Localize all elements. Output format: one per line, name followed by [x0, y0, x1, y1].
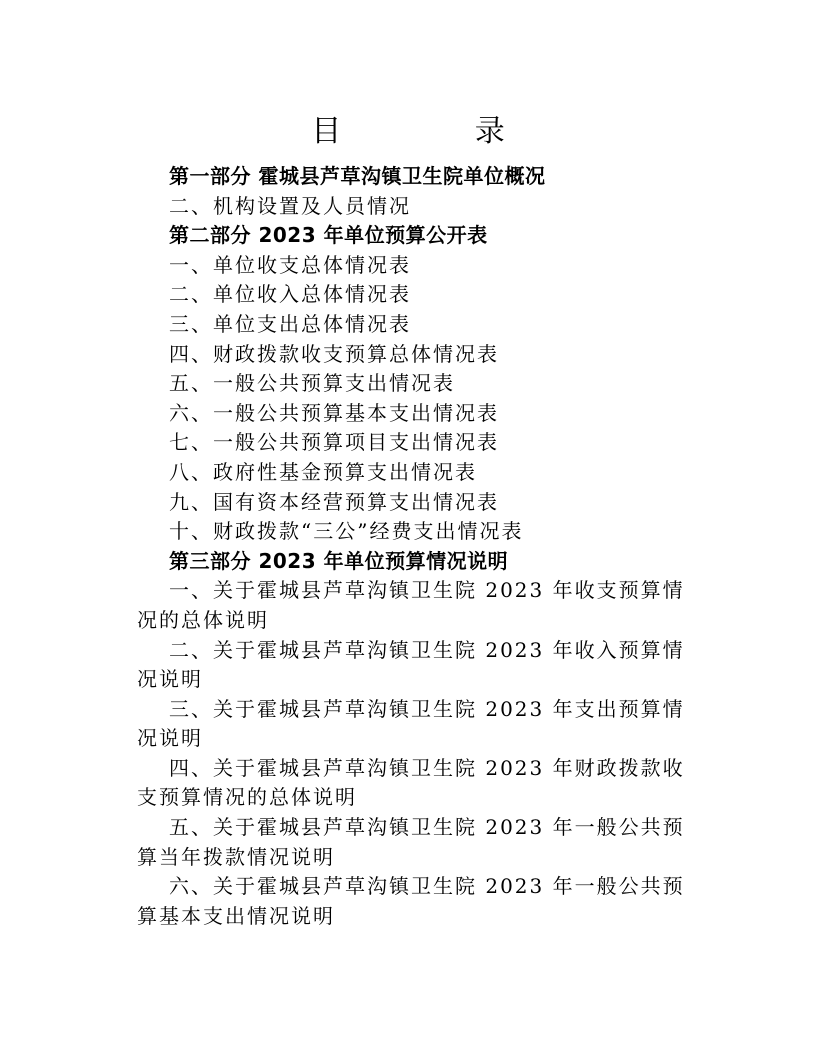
toc-item: 七、一般公共预算项目支出情况表	[169, 430, 499, 455]
toc-item: 十、财政拨款“三公”经费支出情况表	[169, 519, 524, 544]
toc-item: 一、单位收支总体情况表	[169, 252, 411, 277]
page-title: 目 录	[311, 114, 567, 149]
toc-item: 三、单位支出总体情况表	[169, 311, 411, 336]
toc-item: 五、一般公共预算支出情况表	[169, 371, 455, 396]
toc-item: 二、单位收入总体情况表	[169, 282, 411, 307]
toc-item: 四、关于霍城县芦草沟镇卫生院 2023 年财政拨款收支预算情况的总体说明	[137, 755, 685, 810]
toc-item: 二、关于霍城县芦草沟镇卫生院 2023 年收入预算情况说明	[137, 637, 685, 692]
toc-item: 一、关于霍城县芦草沟镇卫生院 2023 年收支预算情况的总体说明	[137, 578, 685, 632]
toc-item: 三、关于霍城县芦草沟镇卫生院 2023 年支出预算情况说明	[137, 696, 685, 751]
part3-heading: 第三部分 2023 年单位预算情况说明	[169, 548, 509, 573]
toc-item: 九、国有资本经营预算支出情况表	[169, 489, 499, 514]
toc-item: 四、财政拨款收支预算总体情况表	[169, 341, 499, 366]
toc-item: 六、关于霍城县芦草沟镇卫生院 2023 年一般公共预算基本支出情况说明	[137, 874, 685, 928]
toc-item: 六、一般公共预算基本支出情况表	[169, 400, 499, 425]
table-of-contents	[137, 162, 697, 931]
toc-item: 二、机构设置及人员情况	[169, 193, 411, 218]
part1-heading: 第一部分 霍城县芦草沟镇卫生院单位概况	[169, 164, 546, 188]
toc-item: 五、关于霍城县芦草沟镇卫生院 2023 年一般公共预算当年拨款情况说明	[137, 815, 685, 869]
part2-heading: 第二部分 2023 年单位预算公开表	[169, 223, 488, 248]
toc-item: 八、政府性基金预算支出情况表	[169, 459, 477, 484]
